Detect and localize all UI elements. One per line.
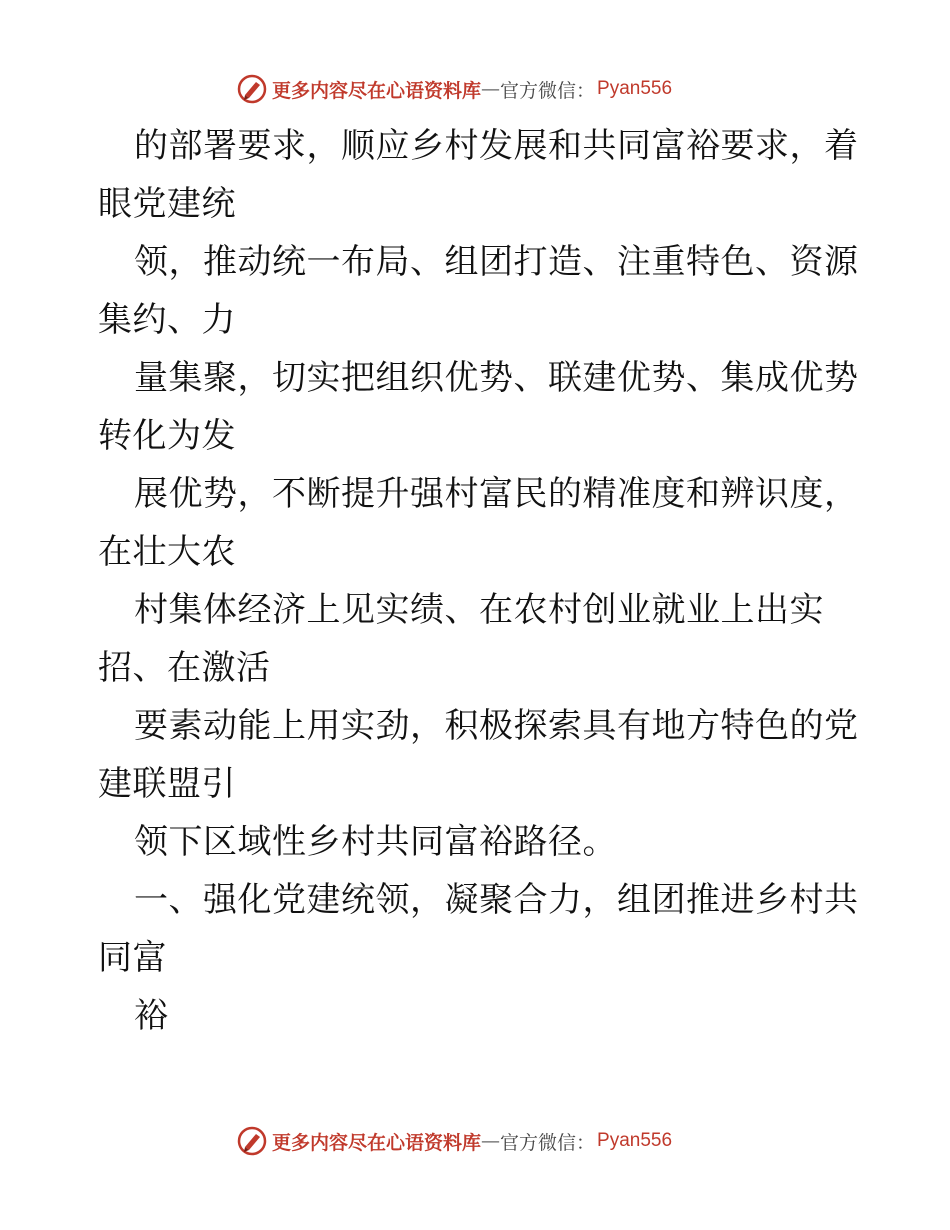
text-line: 的部署要求，顺应乡村发展和共同富裕要求，着 (134, 126, 859, 166)
banner-separator: — (481, 78, 501, 100)
document-body (98, 117, 858, 1045)
text-line: 转化为发 (98, 416, 236, 456)
banner-label: 官方微信： (500, 79, 596, 102)
text-line: 建联盟引 (98, 764, 236, 804)
text-line: 要素动能上用实劲，积极探索具有地方特色的党 (134, 706, 859, 746)
section-heading-line: 一、强化党建统领，凝聚合力，组团推进乡村共 (134, 880, 859, 920)
banner-wechat-id: Pyan556 (597, 78, 673, 99)
text-line: 村集体经济上见实绩、在农村创业就业上出实 (134, 590, 824, 630)
text-line: 集约、力 (98, 300, 236, 340)
banner-wechat-id: Pyan556 (597, 1130, 673, 1151)
section-heading-line: 裕 (134, 996, 169, 1036)
text-line: 眼党建统 (98, 184, 236, 224)
text-line: 领下区域性乡村共同富裕路径。 (134, 822, 617, 862)
text-line: 在壮大农 (98, 532, 236, 572)
text-line: 领，推动统一布局、组团打造、注重特色、资源 (134, 242, 859, 282)
text-line: 展优势，不断提升强村富民的精准度和辨识度， (134, 474, 859, 514)
pen-logo-icon (236, 73, 268, 105)
footer-banner (236, 1124, 672, 1158)
pen-logo-icon (236, 1125, 268, 1157)
banner-separator: — (481, 1130, 501, 1152)
banner-main-text: 更多内容尽在心语资料库 (272, 79, 482, 102)
text-line: 招、在激活 (98, 648, 271, 688)
section-heading-line: 同富 (98, 938, 167, 978)
text-line: 量集聚，切实把组织优势、联建优势、集成优势 (134, 358, 859, 398)
header-banner (236, 72, 672, 106)
banner-main-text: 更多内容尽在心语资料库 (272, 1131, 482, 1154)
banner-label: 官方微信： (500, 1131, 596, 1154)
